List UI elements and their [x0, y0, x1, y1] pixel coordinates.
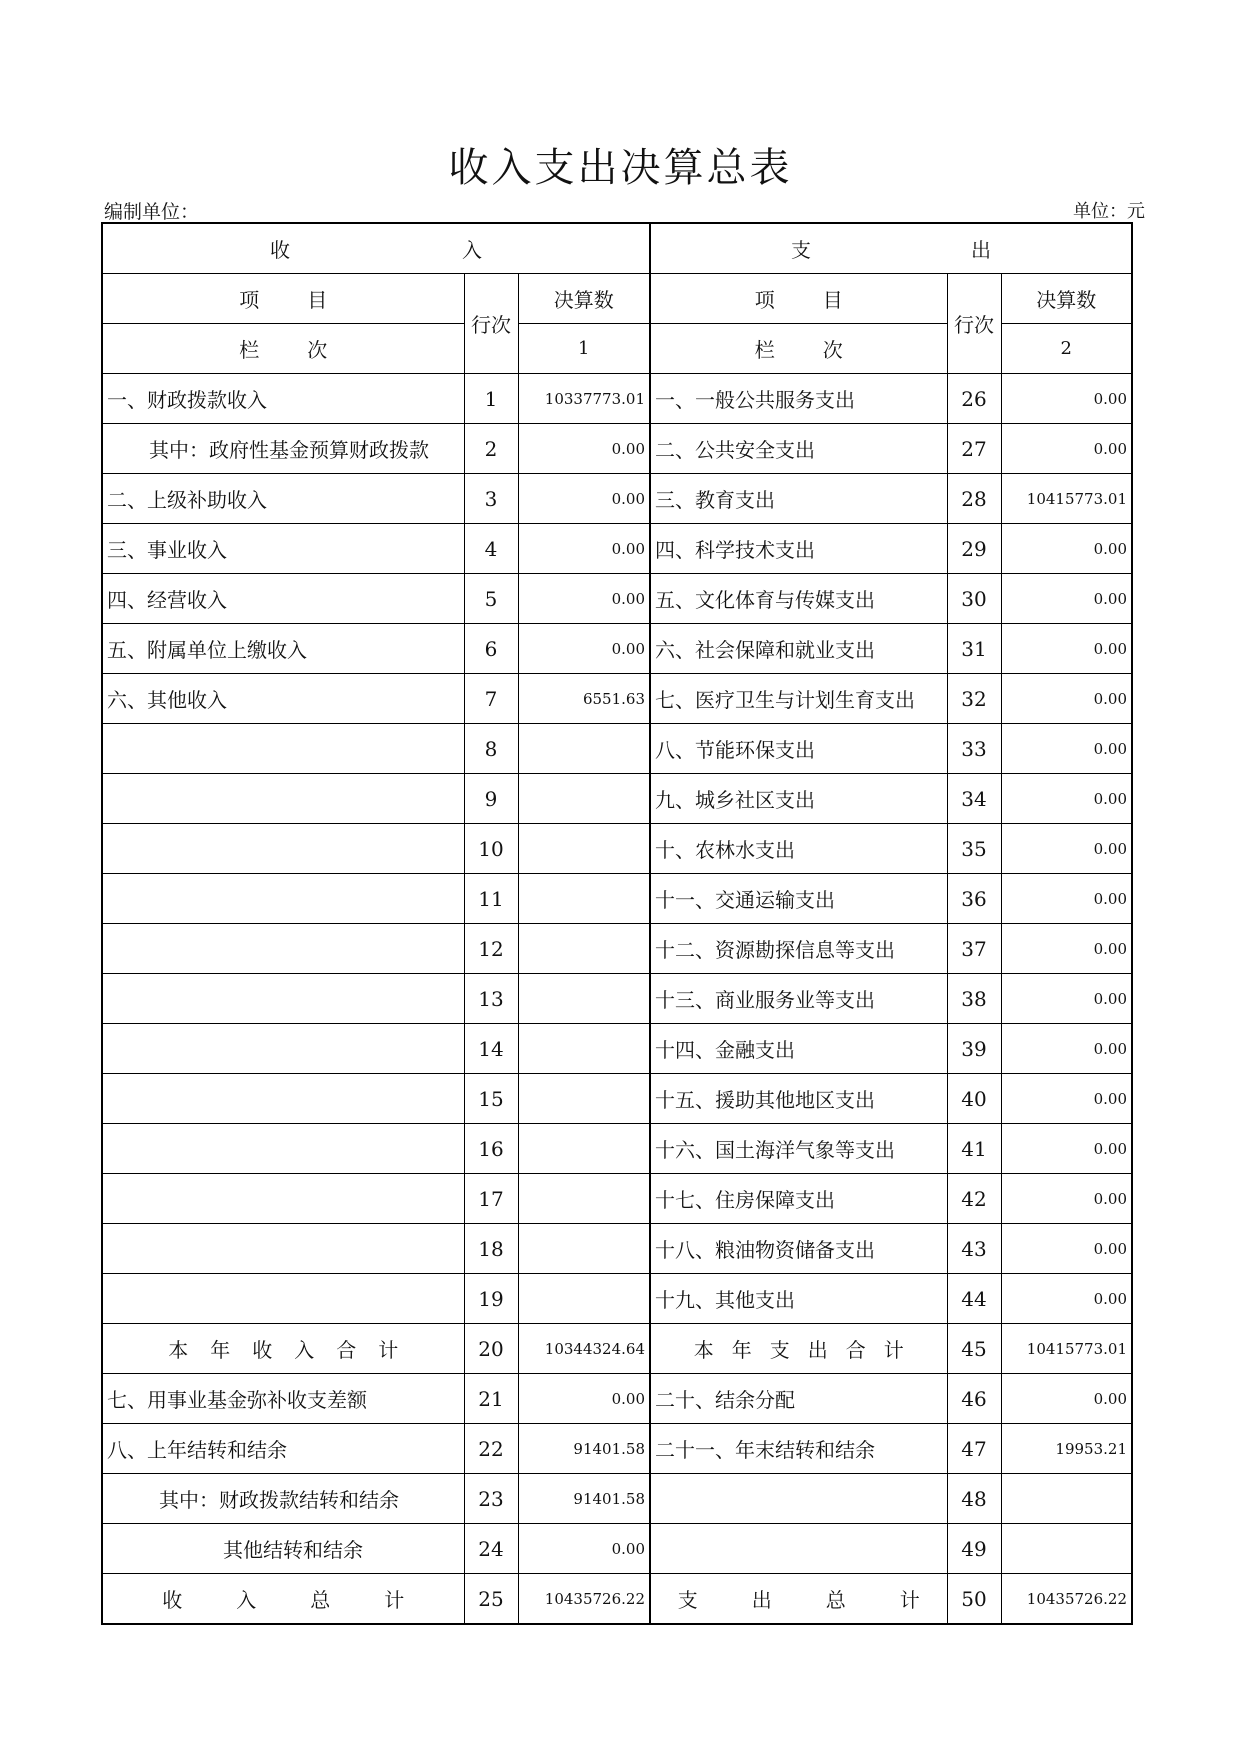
income-row-no: 3 — [464, 474, 518, 524]
expense-item-label: 二十、结余分配 — [650, 1374, 947, 1424]
expense-row-no: 44 — [947, 1274, 1001, 1324]
expense-amount: 0.00 — [1001, 1224, 1132, 1274]
table-row — [102, 1474, 1132, 1524]
expense-amount: 0.00 — [1001, 674, 1132, 724]
expense-item-label: 二十一、年末结转和结余 — [650, 1424, 947, 1474]
table-row — [102, 1074, 1132, 1124]
income-row-no: 24 — [464, 1524, 518, 1574]
year-total-row — [102, 1324, 1132, 1374]
income-amount — [518, 724, 650, 774]
income-row-no: 8 — [464, 724, 518, 774]
compiling-unit-label: 编制单位： — [104, 201, 200, 223]
income-amount — [518, 1174, 650, 1224]
item-header-char: 目 — [307, 288, 328, 312]
expense-row-no: 48 — [947, 1474, 1001, 1524]
income-amount: 0.00 — [518, 474, 650, 524]
income-row-no: 2 — [464, 424, 518, 474]
income-row-no: 21 — [464, 1374, 518, 1424]
income-row-no: 7 — [464, 674, 518, 724]
income-column-header — [102, 324, 464, 374]
expense-row-no: 50 — [947, 1574, 1001, 1625]
income-item-label: 八、上年结转和结余 — [102, 1424, 464, 1474]
expense-row-no: 49 — [947, 1524, 1001, 1574]
income-amount: 0.00 — [518, 524, 650, 574]
income-item-label — [102, 1224, 464, 1274]
expense-row-no: 37 — [947, 924, 1001, 974]
expense-amount: 0.00 — [1001, 824, 1132, 874]
table-row — [102, 1224, 1132, 1274]
income-year-total-label-char: 本 — [168, 1338, 189, 1362]
income-row-no: 22 — [464, 1424, 518, 1474]
expense-item-label: 十一、交通运输支出 — [650, 874, 947, 924]
table-row — [102, 1424, 1132, 1474]
income-amount: 91401.58 — [518, 1424, 650, 1474]
income-row-no: 15 — [464, 1074, 518, 1124]
expense-row-no: 28 — [947, 474, 1001, 524]
expense-grand-total-label — [650, 1574, 947, 1625]
expense-item-label: 四、科学技术支出 — [650, 524, 947, 574]
expense-row-no: 46 — [947, 1374, 1001, 1424]
expense-header-char: 支 — [791, 238, 811, 262]
expense-amount: 0.00 — [1001, 624, 1132, 674]
currency-unit-label: 单位：元 — [1073, 201, 1145, 222]
expense-item-label — [650, 1524, 947, 1574]
income-item-label — [102, 824, 464, 874]
page-title: 收入支出决算总表 — [448, 145, 793, 191]
income-amount — [518, 1274, 650, 1324]
income-item-label — [102, 1124, 464, 1174]
income-column-number: 1 — [518, 324, 650, 374]
income-item-header — [102, 274, 464, 324]
expense-year-total-amount: 10415773.01 — [1001, 1324, 1132, 1374]
expense-header-char: 出 — [971, 238, 991, 262]
expense-year-total-label-char: 计 — [883, 1338, 904, 1362]
income-item-label — [102, 1024, 464, 1074]
income-year-total-amount: 10344324.64 — [518, 1324, 650, 1374]
income-row-no: 19 — [464, 1274, 518, 1324]
expense-amount: 0.00 — [1001, 1024, 1132, 1074]
expense-grand-total-amount: 10435726.22 — [1001, 1574, 1132, 1625]
income-expense-table — [101, 222, 1133, 1625]
table-row — [102, 724, 1132, 774]
column-header-char: 栏 — [239, 338, 260, 362]
expense-row-no-header: 行次 — [947, 274, 1001, 374]
expense-amount: 0.00 — [1001, 724, 1132, 774]
income-header-char: 入 — [462, 238, 482, 262]
table-row — [102, 774, 1132, 824]
table-row — [102, 924, 1132, 974]
income-amount: 0.00 — [518, 624, 650, 674]
table-row — [102, 1274, 1132, 1324]
income-row-no: 9 — [464, 774, 518, 824]
expense-row-no: 39 — [947, 1024, 1001, 1074]
expense-amount: 0.00 — [1001, 1124, 1132, 1174]
expense-item-label: 五、文化体育与传媒支出 — [650, 574, 947, 624]
income-amount: 0.00 — [518, 574, 650, 624]
income-amount: 0.00 — [518, 1374, 650, 1424]
income-year-total-label-char: 收 — [252, 1338, 273, 1362]
income-item-label — [102, 1074, 464, 1124]
expense-column-header — [650, 324, 947, 374]
grand-total-row — [102, 1574, 1132, 1625]
income-item-label — [102, 924, 464, 974]
income-row-no: 4 — [464, 524, 518, 574]
table-row — [102, 374, 1132, 424]
expense-item-header — [650, 274, 947, 324]
item-header-char: 项 — [239, 288, 260, 312]
expense-row-no: 27 — [947, 424, 1001, 474]
income-grand-total-label-char: 入 — [236, 1588, 257, 1612]
income-item-label — [102, 1174, 464, 1224]
expense-amount: 0.00 — [1001, 574, 1132, 624]
expense-item-label: 十二、资源勘探信息等支出 — [650, 924, 947, 974]
income-amount: 0.00 — [518, 1524, 650, 1574]
table-row — [102, 674, 1132, 724]
expense-item-label: 八、节能环保支出 — [650, 724, 947, 774]
expense-amount-header: 决算数 — [1001, 274, 1132, 324]
income-amount: 10337773.01 — [518, 374, 650, 424]
expense-grand-total-label-char: 出 — [751, 1588, 772, 1612]
expense-year-total-label-char: 年 — [731, 1338, 752, 1362]
expense-column-number: 2 — [1001, 324, 1132, 374]
income-row-no: 13 — [464, 974, 518, 1024]
expense-row-no: 30 — [947, 574, 1001, 624]
income-row-no: 12 — [464, 924, 518, 974]
expense-year-total-label-char: 支 — [769, 1338, 790, 1362]
income-row-no: 1 — [464, 374, 518, 424]
expense-amount: 0.00 — [1001, 374, 1132, 424]
expense-amount: 10415773.01 — [1001, 474, 1132, 524]
column-header-char: 次 — [307, 338, 328, 362]
income-amount: 6551.63 — [518, 674, 650, 724]
income-grand-total-amount: 10435726.22 — [518, 1574, 650, 1625]
column-header-char: 次 — [822, 338, 843, 362]
income-amount — [518, 1024, 650, 1074]
expense-row-no: 29 — [947, 524, 1001, 574]
income-row-no: 25 — [464, 1574, 518, 1625]
expense-amount: 19953.21 — [1001, 1424, 1132, 1474]
income-item-label: 其中：政府性基金预算财政拨款 — [102, 424, 464, 474]
expense-year-total-label-char: 本 — [693, 1338, 714, 1362]
income-year-total-label-char: 合 — [336, 1338, 357, 1362]
expense-row-no: 41 — [947, 1124, 1001, 1174]
expense-amount: 0.00 — [1001, 1074, 1132, 1124]
expense-row-no: 26 — [947, 374, 1001, 424]
expense-amount: 0.00 — [1001, 524, 1132, 574]
expense-item-label — [650, 1474, 947, 1524]
expense-amount: 0.00 — [1001, 424, 1132, 474]
income-grand-total-label — [102, 1574, 464, 1625]
table-row — [102, 824, 1132, 874]
expense-item-label: 十九、其他支出 — [650, 1274, 947, 1324]
expense-year-total-label — [650, 1324, 947, 1374]
expense-item-label: 三、教育支出 — [650, 474, 947, 524]
income-header-char: 收 — [270, 238, 290, 262]
expense-year-total-label-char: 出 — [807, 1338, 828, 1362]
table-row — [102, 1174, 1132, 1224]
expense-item-label: 七、医疗卫生与计划生育支出 — [650, 674, 947, 724]
income-amount-header: 决算数 — [518, 274, 650, 324]
income-amount — [518, 1074, 650, 1124]
table-row — [102, 1374, 1132, 1424]
income-year-total-label — [102, 1324, 464, 1374]
table-row — [102, 474, 1132, 524]
expense-item-label: 一、一般公共服务支出 — [650, 374, 947, 424]
income-section-header — [102, 223, 650, 274]
income-item-label: 一、财政拨款收入 — [102, 374, 464, 424]
expense-year-total-label-char: 合 — [845, 1338, 866, 1362]
income-item-label: 六、其他收入 — [102, 674, 464, 724]
income-row-no: 20 — [464, 1324, 518, 1374]
income-amount — [518, 924, 650, 974]
income-item-label: 其他结转和结余 — [102, 1524, 464, 1574]
table-row — [102, 874, 1132, 924]
expense-row-no: 45 — [947, 1324, 1001, 1374]
income-row-no-header: 行次 — [464, 274, 518, 374]
item-header-char: 项 — [754, 288, 775, 312]
expense-amount: 0.00 — [1001, 1274, 1132, 1324]
income-grand-total-label-char: 总 — [310, 1588, 331, 1612]
expense-row-no: 36 — [947, 874, 1001, 924]
expense-row-no: 38 — [947, 974, 1001, 1024]
table-row — [102, 974, 1132, 1024]
expense-row-no: 32 — [947, 674, 1001, 724]
item-header-char: 目 — [822, 288, 843, 312]
income-row-no: 11 — [464, 874, 518, 924]
income-item-label: 三、事业收入 — [102, 524, 464, 574]
expense-item-label: 十六、国土海洋气象等支出 — [650, 1124, 947, 1174]
income-year-total-label-char: 年 — [210, 1338, 231, 1362]
income-amount — [518, 824, 650, 874]
income-amount — [518, 774, 650, 824]
income-amount: 0.00 — [518, 424, 650, 474]
income-item-label — [102, 724, 464, 774]
expense-row-no: 42 — [947, 1174, 1001, 1224]
expense-grand-total-label-char: 计 — [899, 1588, 920, 1612]
income-amount — [518, 974, 650, 1024]
income-row-no: 14 — [464, 1024, 518, 1074]
expense-amount: 0.00 — [1001, 1374, 1132, 1424]
expense-amount — [1001, 1474, 1132, 1524]
income-item-label: 其中：财政拨款结转和结余 — [102, 1474, 464, 1524]
income-row-no: 17 — [464, 1174, 518, 1224]
expense-item-label: 二、公共安全支出 — [650, 424, 947, 474]
expense-item-label: 十三、商业服务业等支出 — [650, 974, 947, 1024]
header-row-item — [102, 274, 1132, 324]
expense-row-no: 33 — [947, 724, 1001, 774]
income-grand-total-label-char: 计 — [384, 1588, 405, 1612]
table-row — [102, 1524, 1132, 1574]
income-grand-total-label-char: 收 — [162, 1588, 183, 1612]
income-row-no: 5 — [464, 574, 518, 624]
expense-row-no: 40 — [947, 1074, 1001, 1124]
income-amount — [518, 874, 650, 924]
expense-item-label: 六、社会保障和就业支出 — [650, 624, 947, 674]
income-row-no: 16 — [464, 1124, 518, 1174]
table-row — [102, 424, 1132, 474]
expense-item-label: 九、城乡社区支出 — [650, 774, 947, 824]
income-year-total-label-char: 计 — [378, 1338, 399, 1362]
income-row-no: 23 — [464, 1474, 518, 1524]
income-year-total-label-char: 入 — [294, 1338, 315, 1362]
income-item-label — [102, 874, 464, 924]
income-item-label — [102, 974, 464, 1024]
income-item-label: 五、附属单位上缴收入 — [102, 624, 464, 674]
expense-amount — [1001, 1524, 1132, 1574]
expense-row-no: 43 — [947, 1224, 1001, 1274]
table-row — [102, 1124, 1132, 1174]
expense-item-label: 十、农林水支出 — [650, 824, 947, 874]
expense-amount: 0.00 — [1001, 1174, 1132, 1224]
expense-row-no: 35 — [947, 824, 1001, 874]
expense-amount: 0.00 — [1001, 974, 1132, 1024]
expense-row-no: 31 — [947, 624, 1001, 674]
income-amount — [518, 1124, 650, 1174]
expense-item-label: 十四、金融支出 — [650, 1024, 947, 1074]
income-item-label: 二、上级补助收入 — [102, 474, 464, 524]
table-row — [102, 624, 1132, 674]
income-item-label: 四、经营收入 — [102, 574, 464, 624]
expense-item-label: 十八、粮油物资储备支出 — [650, 1224, 947, 1274]
expense-grand-total-label-char: 支 — [677, 1588, 698, 1612]
expense-item-label: 十七、住房保障支出 — [650, 1174, 947, 1224]
income-item-label: 七、用事业基金弥补收支差额 — [102, 1374, 464, 1424]
expense-row-no: 47 — [947, 1424, 1001, 1474]
column-header-char: 栏 — [754, 338, 775, 362]
expense-grand-total-label-char: 总 — [825, 1588, 846, 1612]
income-row-no: 10 — [464, 824, 518, 874]
table-row — [102, 524, 1132, 574]
expense-amount: 0.00 — [1001, 774, 1132, 824]
income-amount: 91401.58 — [518, 1474, 650, 1524]
header-row-section — [102, 223, 1132, 274]
income-amount — [518, 1224, 650, 1274]
income-row-no: 18 — [464, 1224, 518, 1274]
expense-item-label: 十五、援助其他地区支出 — [650, 1074, 947, 1124]
expense-section-header — [650, 223, 1132, 274]
expense-amount: 0.00 — [1001, 874, 1132, 924]
table-row — [102, 1024, 1132, 1074]
expense-row-no: 34 — [947, 774, 1001, 824]
income-row-no: 6 — [464, 624, 518, 674]
expense-amount: 0.00 — [1001, 924, 1132, 974]
income-item-label — [102, 1274, 464, 1324]
income-item-label — [102, 774, 464, 824]
table-row — [102, 574, 1132, 624]
